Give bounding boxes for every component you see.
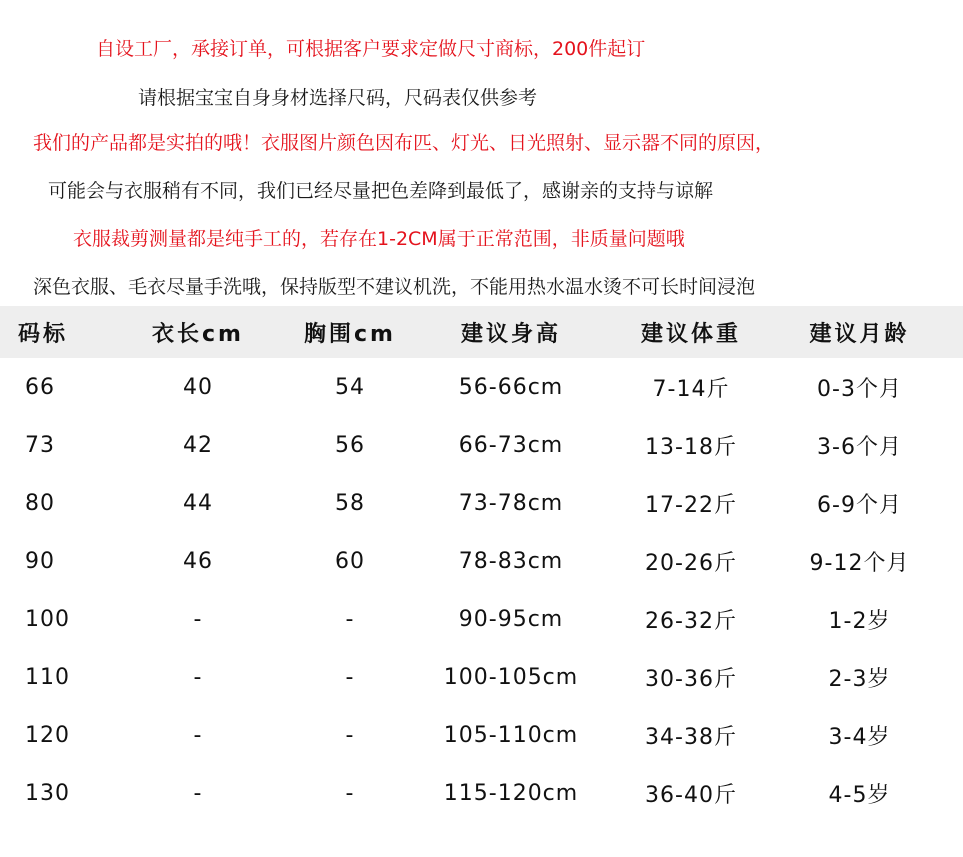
cell-chest: - bbox=[345, 606, 355, 632]
cell-length: 46 bbox=[183, 548, 213, 574]
cell-length: 42 bbox=[183, 432, 213, 458]
cell-chest: 54 bbox=[335, 374, 365, 400]
table-row bbox=[0, 358, 963, 416]
cell-size: 110 bbox=[25, 664, 70, 690]
cell-chest: 60 bbox=[335, 548, 365, 574]
cell-size: 120 bbox=[25, 722, 70, 748]
header-age: 建议月龄 bbox=[809, 321, 910, 347]
note-size-reference: 请根据宝宝自身身材选择尺码，尺码表仅供参考 bbox=[138, 87, 538, 109]
cell-length: - bbox=[193, 780, 203, 806]
header-size-label: 码标 bbox=[18, 321, 69, 347]
header-height: 建议身高 bbox=[460, 321, 561, 347]
cell-height: 73-78cm bbox=[458, 490, 564, 516]
header-weight: 建议体重 bbox=[640, 321, 741, 347]
cell-age: 9-12个月 bbox=[809, 550, 910, 576]
note-color-apology: 可能会与衣服稍有不同，我们已经尽量把色差降到最低了，感谢亲的支持与谅解 bbox=[48, 180, 714, 202]
table-row bbox=[0, 706, 963, 764]
cell-size: 90 bbox=[25, 548, 55, 574]
cell-height: 90-95cm bbox=[458, 606, 564, 632]
table-row bbox=[0, 590, 963, 648]
cell-length: - bbox=[193, 664, 203, 690]
table-row bbox=[0, 648, 963, 706]
size-table bbox=[0, 306, 963, 822]
cell-weight: 17-22斤 bbox=[645, 492, 737, 518]
table-row bbox=[0, 416, 963, 474]
cell-age: 2-3岁 bbox=[828, 666, 891, 692]
cell-height: 105-110cm bbox=[443, 722, 579, 748]
table-row bbox=[0, 764, 963, 822]
cell-height: 66-73cm bbox=[458, 432, 564, 458]
cell-weight: 13-18斤 bbox=[645, 434, 737, 460]
cell-size: 80 bbox=[25, 490, 55, 516]
cell-height: 115-120cm bbox=[443, 780, 579, 806]
cell-chest: - bbox=[345, 780, 355, 806]
size-table-header bbox=[0, 306, 963, 358]
table-row bbox=[0, 532, 963, 590]
note-measurement-tolerance: 衣服裁剪测量都是纯手工的，若存在1-2CM属于正常范围，非质量问题哦 bbox=[73, 228, 685, 250]
cell-height: 100-105cm bbox=[443, 664, 579, 690]
cell-weight: 7-14斤 bbox=[652, 376, 730, 402]
note-color-difference: 我们的产品都是实拍的哦！衣服图片颜色因布匹、灯光、日光照射、显示器不同的原因， bbox=[33, 132, 775, 154]
cell-size: 66 bbox=[25, 374, 55, 400]
cell-weight: 20-26斤 bbox=[645, 550, 737, 576]
header-chest: 胸围cm bbox=[304, 321, 396, 347]
cell-chest: 56 bbox=[335, 432, 365, 458]
cell-age: 3-6个月 bbox=[817, 434, 902, 460]
cell-age: 3-4岁 bbox=[828, 724, 891, 750]
cell-age: 6-9个月 bbox=[817, 492, 902, 518]
cell-length: - bbox=[193, 722, 203, 748]
cell-weight: 36-40斤 bbox=[645, 782, 737, 808]
note-custom-order: 自设工厂，承接订单，可根据客户要求定做尺寸商标，200件起订 bbox=[96, 38, 646, 60]
cell-age: 4-5岁 bbox=[828, 782, 891, 808]
cell-chest: - bbox=[345, 664, 355, 690]
cell-size: 130 bbox=[25, 780, 70, 806]
note-washing-instructions: 深色衣服、毛衣尽量手洗哦，保持版型不建议机洗，不能用热水温水烫不可长时间浸泡 bbox=[33, 276, 756, 298]
cell-height: 56-66cm bbox=[458, 374, 564, 400]
table-row bbox=[0, 474, 963, 532]
cell-length: 40 bbox=[183, 374, 213, 400]
cell-chest: - bbox=[345, 722, 355, 748]
header-length: 衣长cm bbox=[152, 321, 244, 347]
cell-size: 73 bbox=[25, 432, 55, 458]
cell-length: 44 bbox=[183, 490, 213, 516]
cell-size: 100 bbox=[25, 606, 70, 632]
cell-age: 0-3个月 bbox=[817, 376, 902, 402]
cell-weight: 30-36斤 bbox=[645, 666, 737, 692]
cell-chest: 58 bbox=[335, 490, 365, 516]
cell-weight: 34-38斤 bbox=[645, 724, 737, 750]
cell-length: - bbox=[193, 606, 203, 632]
cell-age: 1-2岁 bbox=[828, 608, 891, 634]
cell-weight: 26-32斤 bbox=[645, 608, 737, 634]
cell-height: 78-83cm bbox=[458, 548, 564, 574]
